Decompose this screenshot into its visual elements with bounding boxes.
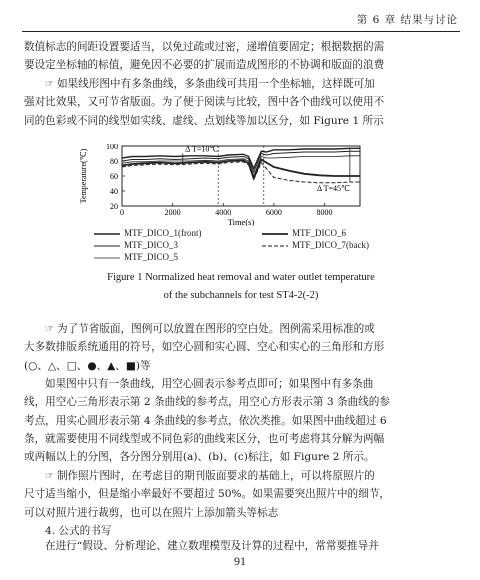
series-line: [122, 162, 360, 183]
annotation-delta-left: Δ T=10℃: [185, 144, 219, 154]
x-tick-label: 2000: [164, 208, 181, 217]
text-line: 考点，用实心圆形表示第 4 条曲线的参考点，依次类推。如果图中曲线超过 6: [24, 414, 387, 427]
annotation-delta-right: Δ T=45℃: [316, 184, 351, 193]
y-tick-label: 20: [110, 202, 118, 211]
paragraph-legend-symbols: [24, 320, 458, 375]
x-axis-label: Time(s): [227, 217, 255, 226]
pointing-hand-icon: ☞: [45, 471, 54, 482]
paragraph-multi-curve: [24, 75, 458, 130]
legend-item: MTF_DICO_1(front): [124, 228, 202, 238]
text-line: (○、△、□、●、▲、■)等: [24, 359, 151, 372]
y-tick-label: 60: [110, 172, 118, 181]
legend-item: MTF_DICO_3: [124, 240, 179, 250]
page-number: 91: [234, 554, 246, 568]
y-tick-label: 100: [106, 144, 118, 151]
header-rule: [22, 31, 460, 32]
text-line: 可以对照片进行裁剪，也可以在照片上添加箭头等标志: [24, 506, 279, 519]
y-tick-label: 40: [110, 187, 118, 196]
legend-item: MTF_DICO_5: [124, 252, 179, 262]
y-tick-label: 80: [110, 157, 118, 166]
text-line: 要设定坐标轴的标值，避免因不必要的扩展而造成图形的不协调和版面的浪费: [24, 59, 385, 72]
x-tick-label: 4000: [215, 208, 232, 217]
section-heading: 4. 公式的书写: [45, 525, 112, 537]
series-line: [122, 148, 360, 168]
legend-item: MTF_DICO_6: [292, 228, 347, 238]
text-line: 线，用空心三角形表示第 2 条曲线的参考点，用空心方形表示第 3 条曲线的参: [24, 396, 390, 409]
paragraph-reference-points: [24, 375, 458, 466]
x-tick-label: 0: [120, 208, 124, 217]
text-line: 大多数排版系统通用的符号，如空心圆和实心圆、空心和实心的三角形和方形: [24, 341, 385, 354]
x-tick-label: 6000: [265, 208, 282, 217]
chapter-title: 第 6 章 结果与讨论: [356, 14, 458, 26]
temperature-line-chart: [70, 144, 370, 226]
series-line: [122, 160, 360, 179]
caption-line: Figure 1 Normalized heat removal and water outlet temperature: [107, 272, 375, 283]
y-axis-label: Temperature(℃): [79, 148, 88, 204]
section-formula-writing: [24, 522, 458, 540]
text-line: 在进行“假设、分析理论、建立数理模型及计算的过程中，常常要推导并: [45, 540, 379, 552]
text-line: ☞ 为了节省版面，图例可以放置在图形的空白处。图例需采用标准的或: [45, 323, 375, 335]
paragraph-formulas: [24, 540, 458, 552]
caption-line: of the subchannels for test ST4-2(-2): [163, 290, 319, 301]
legend-item: MTF_DICO_7(back): [292, 240, 369, 250]
paragraph-axis-spacing: [24, 38, 458, 75]
text-line: 强对比效果，又可节省版面。为了便于阅读与比较，图中各个曲线可以使用不: [24, 96, 385, 109]
x-tick-label: 8000: [316, 208, 333, 217]
pointing-hand-icon: ☞: [45, 79, 54, 90]
pointing-hand-icon: ☞: [45, 324, 54, 335]
text-line: 如果图中只有一条曲线，用空心圆表示参考点即可；如果图中有多条曲: [45, 378, 374, 390]
text-line: 尺寸适当缩小，但是缩小率最好不要超过 50%。如果需要突出照片中的细节，: [24, 488, 390, 501]
text-line: ☞ 如果线形图中有多条曲线，多条曲线可共用一个坐标轴，这样既可加: [45, 78, 375, 90]
text-line: 数值标志的间距设置要适当，以免过疏或过密，递增值要固定；根据数据的需: [24, 41, 385, 53]
running-header: [22, 12, 458, 26]
text-line: 条，就需要使用不同线型或不同色彩的曲线来区分，也可考虑将其分解为两幅: [24, 432, 385, 445]
chart-legend: [94, 228, 424, 268]
text-line: 同的色彩或不同的线型如实线、虚线、点划线等加以区分，如 Figure 1 所示: [24, 114, 384, 127]
paragraph-photos: [24, 467, 458, 522]
text-line: 或两幅以上的分图，各分图分别用(a)、(b)、(c)标注，如 Figure 2 所示。: [24, 451, 375, 464]
text-line: ☞ 制作照片图时，在考虑目的期刊版面要求的基础上，可以将原照片的: [45, 470, 375, 482]
figure-caption: [24, 269, 458, 305]
